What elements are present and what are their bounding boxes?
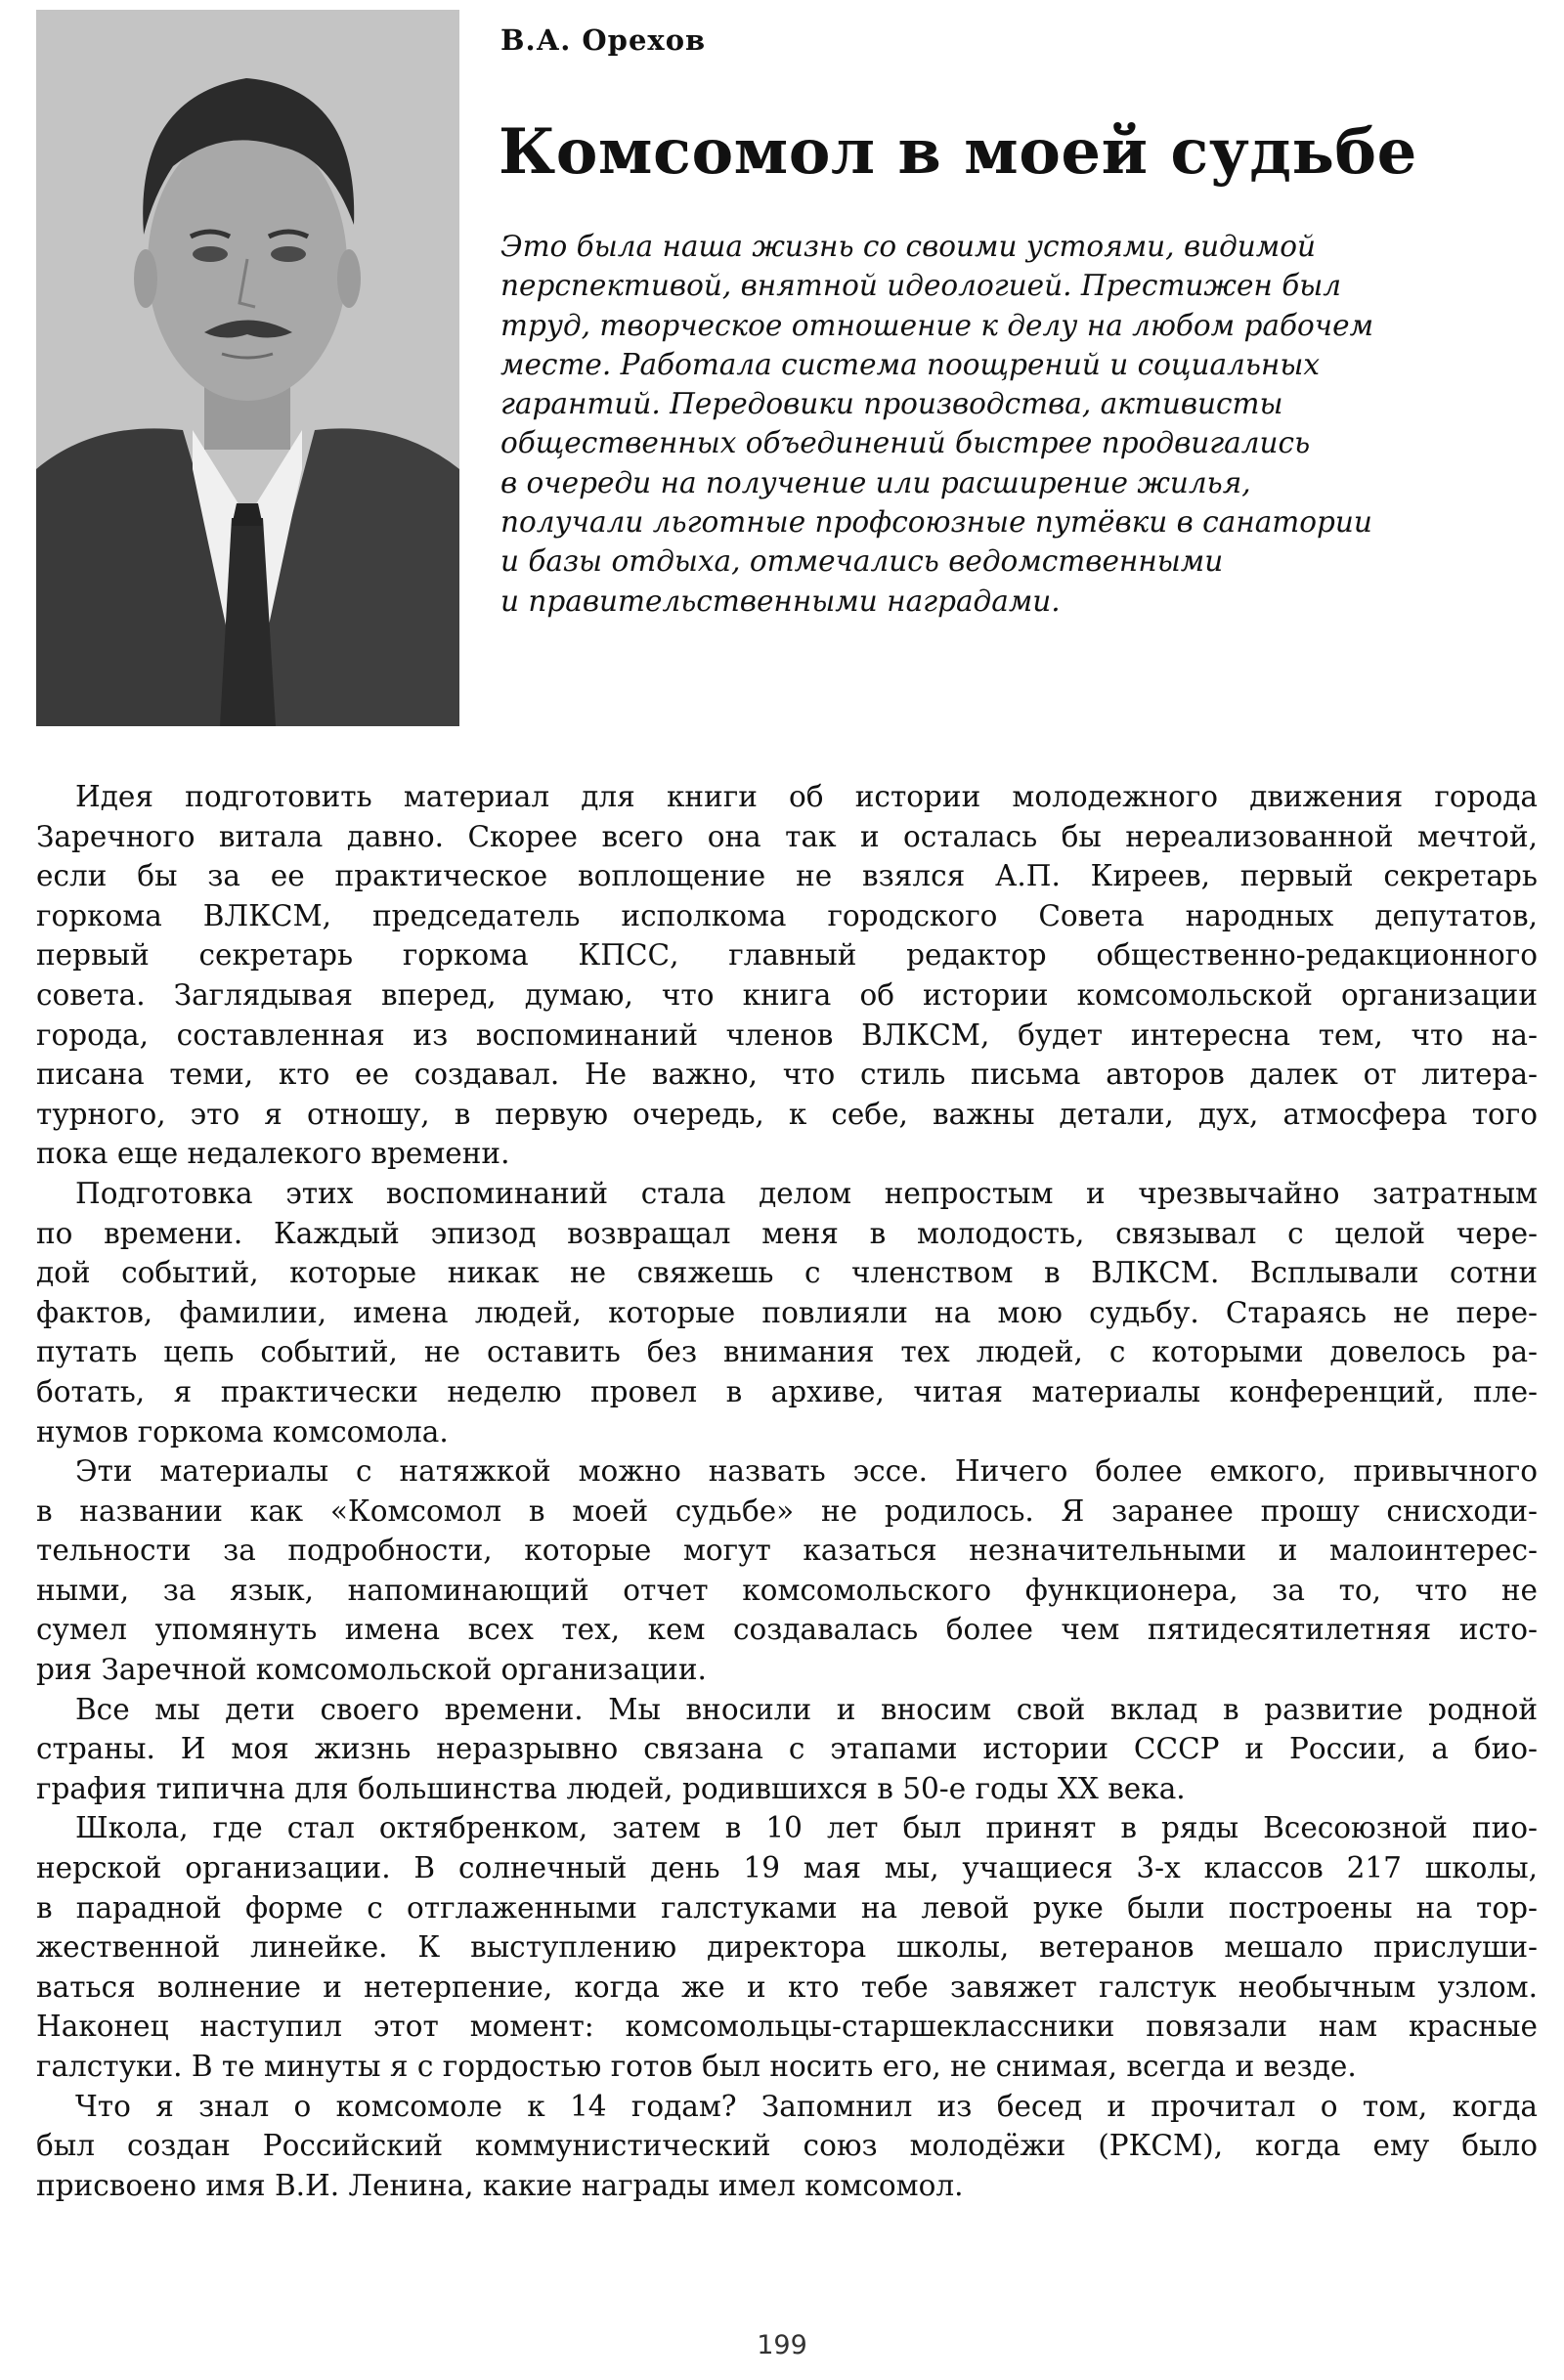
- text-line: Все мы дети своего времени. Мы вносили и вносим свой вклад в развитие родной: [75, 1692, 1538, 1726]
- paragraph: [36, 1808, 1538, 2086]
- text-line: страны. И моя жизнь неразрывно связана с этапами истории СССР и России, а био-: [36, 1732, 1538, 1766]
- text-line: нумов горкома комсомола.: [36, 1414, 449, 1449]
- text-line: Идея подготовить материал для книги об истории молодежного движения города: [75, 780, 1538, 813]
- epigraph-line: труд, творческое отношение к делу на любом рабочем: [500, 308, 1374, 342]
- text-line: ботать, я практически неделю провел в архиве, читая материалы конференций, пле-: [36, 1374, 1538, 1408]
- text-line: ными, за язык, напоминающий отчет комсомольского функционера, за то, что не: [36, 1573, 1538, 1607]
- text-line: в парадной форме с отглаженными галстуками на левой руке были построены на тор-: [36, 1890, 1538, 1925]
- author-portrait-photo: [36, 10, 459, 726]
- epigraph-line: в очереди на получение или расширение жилья,: [500, 465, 1251, 499]
- text-line: дой событий, которые никак не свяжешь с членством в ВЛКСМ. Всплывали сотни: [36, 1256, 1538, 1290]
- epigraph-line: перспективой, внятной идеологией. Престижен был: [500, 269, 1342, 303]
- article-title: Комсомол в моей судьбе: [499, 115, 1417, 189]
- article-body: [36, 777, 1538, 2205]
- text-line: рия Заречной комсомольской организации.: [36, 1653, 707, 1687]
- portrait-illustration: [36, 10, 459, 726]
- text-line: нерской организации. В солнечный день 19 мая мы, учащиеся 3-х классов 217 школы,: [36, 1851, 1538, 1885]
- text-line: Эти материалы с натяжкой можно назвать эссе. Ничего более емкого, привычного: [75, 1454, 1538, 1489]
- text-line: если бы за ее практическое воплощение не взялся А.П. Киреев, первый секретарь: [36, 859, 1538, 893]
- text-line: путать цепь событий, не оставить без внимания тех людей, с которыми довелось ра-: [36, 1335, 1538, 1369]
- paragraph: [36, 1690, 1538, 1809]
- text-line: города, составленная из воспоминаний членов ВЛКСМ, будет интересна тем, что на-: [36, 1017, 1538, 1052]
- paragraph: [36, 2087, 1538, 2206]
- paragraph: [36, 1174, 1538, 1451]
- paragraph: [36, 1451, 1538, 1690]
- text-line: Наконец наступил этот момент: комсомольцы-старшеклассники повязали нам красные: [36, 2010, 1538, 2044]
- epigraph-line: получали льготные профсоюзные путёвки в санатории: [500, 505, 1372, 540]
- text-line: тельности за подробности, которые могут казаться незначительными и малоинтерес-: [36, 1534, 1538, 1568]
- text-line: жественной линейке. К выступлению директора школы, ветеранов мешало прислуши-: [36, 1930, 1538, 1965]
- text-line: фактов, фамилии, имена людей, которые повлияли на мою судьбу. Стараясь не пере-: [36, 1295, 1538, 1329]
- epigraph: [500, 227, 1527, 621]
- text-line: горкома ВЛКСМ, председатель исполкома городского Совета народных депутатов,: [36, 898, 1538, 932]
- text-line: по времени. Каждый эпизод возвращал меня в молодость, связывал с целой чере-: [36, 1216, 1538, 1250]
- text-line: турного, это я отношу, в первую очередь, к себе, важны детали, дух, атмосфера того: [36, 1097, 1538, 1131]
- text-line: сумел упомянуть имена всех тех, кем создавалась более чем пятидесятилетняя исто-: [36, 1613, 1538, 1647]
- epigraph-line: гарантий. Передовики производства, активисты: [500, 387, 1283, 421]
- text-line: писана теми, кто ее создавал. Не важно, что стиль письма авторов далек от литера-: [36, 1058, 1538, 1092]
- text-line: галстуки. В те минуты я с гордостью готов был носить его, не снимая, всегда и везде.: [36, 2050, 1357, 2083]
- text-line: Школа, где стал октябренком, затем в 10 лет был принят в ряды Всесоюзной пио-: [75, 1811, 1538, 1845]
- text-line: был создан Российский коммунистический союз молодёжи (РКСМ), когда ему было: [36, 2129, 1538, 2163]
- text-line: Что я знал о комсомоле к 14 годам? Запомнил из бесед и прочитал о том, когда: [75, 2089, 1538, 2123]
- text-line: ваться волнение и нетерпение, когда же и кто тебе завяжет галстук необычным узлом.: [36, 1969, 1538, 2004]
- epigraph-line: и правительственными наградами.: [500, 584, 1061, 618]
- epigraph-line: Это была наша жизнь со своими устоями, видимой: [500, 230, 1317, 263]
- text-line: пока еще недалекого времени.: [36, 1137, 510, 1171]
- text-line: графия типична для большинства людей, родившихся в 50-е годы XX века.: [36, 1771, 1186, 1805]
- text-line: Заречного витала давно. Скорее всего она так и осталась бы нереализованной мечтой,: [36, 819, 1538, 853]
- text-line: первый секретарь горкома КПСС, главный редактор общественно-редакционного: [36, 938, 1538, 973]
- epigraph-line: и базы отдыха, отмечались ведомственными: [500, 544, 1224, 579]
- text-line: в названии как «Комсомол в моей судьбе» не родилось. Я заранее прошу снисходи-: [36, 1493, 1538, 1528]
- author-name: В.А. Орехов: [500, 23, 707, 57]
- text-line: Подготовка этих воспоминаний стала делом непростым и чрезвычайно затратным: [75, 1176, 1538, 1210]
- paragraph: [36, 777, 1538, 1174]
- text-line: присвоено имя В.И. Ленина, какие награды имел комсомол.: [36, 2168, 964, 2202]
- page-number: 199: [757, 2330, 807, 2360]
- text-line: совета. Заглядывая вперед, думаю, что книга об истории комсомольской организации: [36, 977, 1538, 1012]
- epigraph-line: общественных объединений быстрее продвигались: [500, 426, 1311, 460]
- epigraph-line: месте. Работала система поощрений и социальных: [500, 347, 1320, 381]
